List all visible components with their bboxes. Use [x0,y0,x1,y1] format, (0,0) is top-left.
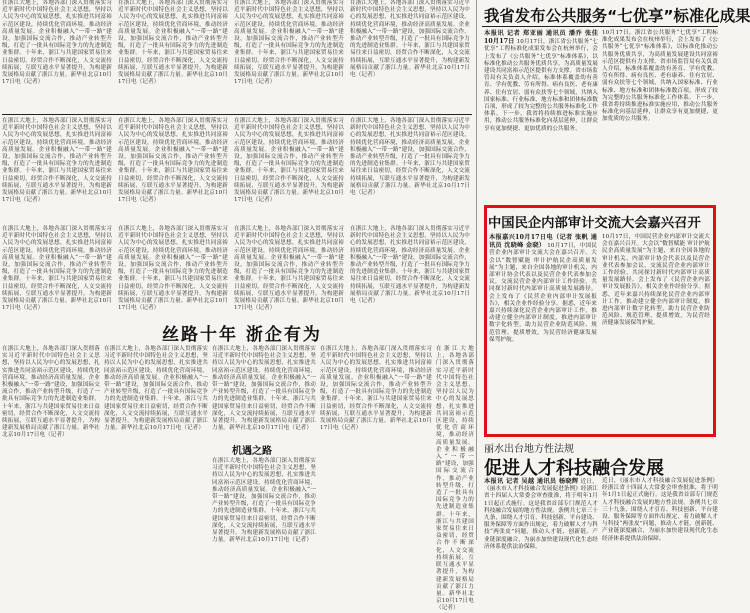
article-column: 在浙江大地上，各地各部门深入贯彻落实习近平新时代中国特色社会主义思想，坚持以人民为中心的发展思想，扎实推进共同富裕示范区建设，持续优化营商环境，推动经济高质量发展。企业积极融入“一带一路”建设，加强国际交流合作，推动产业转型升级，打造了一批具有国际竞争力的先进制造业集群。十年来，浙江与共建国家贸易往来日益密切，经贸合作不断深化，人文交流持续拓展，互联互通水平显著提升，为构建新发展格局贡献了浙江力量。新华社北京10月17日电（记者） [118,226,228,312]
article-kicker: 丽水出台地方性法规 [484,444,574,455]
article-column: 在浙江大地上，各地各部门深入贯彻落实习近平新时代中国特色社会主义思想，坚持以人民为中心的发展思想，扎实推进共同富裕示范区建设，持续优化营商环境，推动经济高质量发展。企业积极融入“一带一路”建设，加强国际交流合作，推动产业转型升级，打造了一批具有国际竞争力的先进制造业集群。十年来，浙江与共建国家贸易往来日益密切，经贸合作不断深化，人文交流持续拓展，互联互通水平显著提升，为构建新发展格局贡献了浙江力量。新华社北京10月17日电（记者） [436,346,474,612]
article-column: 在浙江大地上，各地各部门深入贯彻落实习近平新时代中国特色社会主义思想，坚持以人民为中心的发展思想，扎实推进共同富裕示范区建设，持续优化营商环境，推动经济高质量发展。企业积极融入“一带一路”建设，加强国际交流合作，推动产业转型升级，打造了一批具有国际竞争力的先进制造业集群。十年来，浙江与共建国家贸易往来日益密切，经贸合作不断深化，人文交流持续拓展，互联互通水平显著提升，为构建新发展格局贡献了浙江力量。新华社北京10月17日电（记者） [2,118,112,204]
article-column: 在浙江大地上，各地各部门深入贯彻落实习近平新时代中国特色社会主义思想，坚持以人民为中心的发展思想，扎实推进共同富裕示范区建设，持续优化营商环境，推动经济高质量发展。企业积极融入“一带一路”建设，加强国际交流合作，推动产业转型升级，打造了一批具有国际竞争力的先进制造业集群。十年来，浙江与共建国家贸易往来日益密切，经贸合作不断深化，人文交流持续拓展，互联互通水平显著提升，为构建新发展格局贡献了浙江力量。新华社北京10月17日电（记者） [212,346,316,432]
article-column: 在浙江大地上，各地各部门深入贯彻落实习近平新时代中国特色社会主义思想，坚持以人民为中心的发展思想，扎实推进共同富裕示范区建设，持续优化营商环境，推动经济高质量发展。企业积极融入“一带一路”建设，加强国际交流合作，推动产业转型升级，打造了一批具有国际竞争力的先进制造业集群。十年来，浙江与共建国家贸易往来日益密切，经贸合作不断深化，人文交流持续拓展，互联互通水平显著提升，为构建新发展格局贡献了浙江力量。新华社北京10月17日电（记者） [234,226,344,312]
article-column: 在浙江大地上，各地各部门深入贯彻落实习近平新时代中国特色社会主义思想，坚持以人民为中心的发展思想，扎实推进共同富裕示范区建设，持续优化营商环境，推动经济高质量发展。企业积极融入“一带一路”建设，加强国际交流合作，推动产业转型升级，打造了一批具有国际竞争力的先进制造业集群。十年来，浙江与共建国家贸易往来日益密切，经贸合作不断深化，人文交流持续拓展，互联互通水平显著提升，为构建新发展格局贡献了浙江力量。新华社北京10月17日电（记者） [118,0,228,86]
article-byline: 本报讯 记者 郑亚丽 通讯员 潘乔 张佳 10月17日 [484,30,598,46]
article-column: 在浙江大地上，各地各部门深入贯彻落实习近平新时代中国特色社会主义思想，坚持以人民为中心的发展思想，扎实推进共同富裕示范区建设，持续优化营商环境，推动经济高质量发展。企业积极融入“一带一路”建设，加强国际交流合作，推动产业转型升级，打造了一批具有国际竞争力的先进制造业集群。十年来，浙江与共建国家贸易往来日益密切，经贸合作不断深化，人文交流持续拓展，互联互通水平显著提升，为构建新发展格局贡献了浙江力量。新华社北京10月17日电（记者） [2,226,112,312]
article-column: 在浙江大地上，各地各部门深入贯彻落实习近平新时代中国特色社会主义思想，坚持以人民为中心的发展思想，扎实推进共同富裕示范区建设，持续优化营商环境，推动经济高质量发展。企业积极融入“一带一路”建设，加强国际交流合作，推动产业转型升级，打造了一批具有国际竞争力的先进制造业集群。十年来，浙江与共建国家贸易往来日益密切，经贸合作不断深化，人文交流持续拓展，互联互通水平显著提升，为构建新发展格局贡献了浙江力量。新华社北京10月17日电（记者） [2,0,112,86]
highlighted-body-continued: 10月17日，中国民营企业内部审计交流大会在嘉兴召开。大会以“数智赋能 审计护航民企高质量发展”为主题，来自全国各地的审计机关、内部审计协会代表以及民营企业代表参加会议，交流民营企业内部审计工作经验，共同探讨新时代内部审计高质量发展路径。会上发布了《民营企业内部审计发展报告》，相关企业作经验分享。据悉，近年来嘉兴持续深化民营企业内部审计工作，推动建立健全内部审计制度，推进内部审计数字化转型，助力民营企业防范风险、规范管理、提质增效，为民营经济健康发展保驾护航。 [602,234,710,327]
article-column: 在浙江大地上，各地各部门深入贯彻落实习近平新时代中国特色社会主义思想，坚持以人民为中心的发展思想，扎实推进共同富裕示范区建设，持续优化营商环境，推动经济高质量发展。企业积极融入“一带一路”建设，加强国际交流合作，推动产业转型升级，打造了一批具有国际竞争力的先进制造业集群。十年来，浙江与共建国家贸易往来日益密切，经贸合作不断深化，人文交流持续拓展，互联互通水平显著提升，为构建新发展格局贡献了浙江力量。新华社北京10月17日电（记者） [320,346,432,432]
divider [482,26,718,27]
article-column: 在浙江大地上，各地各部门深入贯彻落实习近平新时代中国特色社会主义思想，坚持以人民为中心的发展思想，扎实推进共同富裕示范区建设，持续优化营商环境，推动经济高质量发展。企业积极融入“一带一路”建设，加强国际交流合作，推动产业转型升级，打造了一批具有国际竞争力的先进制造业集群。十年来，浙江与共建国家贸易往来日益密切，经贸合作不断深化，人文交流持续拓展，互联互通水平显著提升，为构建新发展格局贡献了浙江力量。新华社北京10月17日电（记者） [350,226,470,305]
subsection-headline: 机遇之路 [232,446,272,457]
article-column: 在浙江大地上，各地各部门深入贯彻落实习近平新时代中国特色社会主义思想，坚持以人民为中心的发展思想，扎实推进共同富裕示范区建设，持续优化营商环境，推动经济高质量发展。企业积极融入“一带一路”建设，加强国际交流合作，推动产业转型升级，打造了一批具有国际竞争力的先进制造业集群。十年来，浙江与共建国家贸易往来日益密切，经贸合作不断深化，人文交流持续拓展，互联互通水平显著提升，为构建新发展格局贡献了浙江力量。新华社北京10月17日电（记者） [350,118,470,197]
article-headline: 我省发布公共服务“七优享”标准化成果 [484,7,750,25]
article-column: 在浙江大地上，各地各部门深入贯彻落实习近平新时代中国特色社会主义思想，坚持以人民为中心的发展思想，扎实推进共同富裕示范区建设，持续优化营商环境，推动经济高质量发展。企业积极融入“一带一路”建设，加强国际交流合作，推动产业转型升级，打造了一批具有国际竞争力的先进制造业集群。十年来，浙江与共建国家贸易往来日益密切，经贸合作不断深化，人文交流持续拓展，互联互通水平显著提升，为构建新发展格局贡献了浙江力量。新华社北京10月17日电（记者） [212,458,316,544]
article-column: 在浙江大地上，各地各部门深入贯彻落实习近平新时代中国特色社会主义思想，坚持以人民为中心的发展思想，扎实推进共同富裕示范区建设，持续优化营商环境，推动经济高质量发展。企业积极融入“一带一路”建设，加强国际交流合作，推动产业转型升级，打造了一批具有国际竞争力的先进制造业集群。十年来，浙江与共建国家贸易往来日益密切，经贸合作不断深化，人文交流持续拓展，互联互通水平显著提升，为构建新发展格局贡献了浙江力量。新华社北京10月17日电（记者） [234,0,344,86]
article-body [484,478,598,550]
article-text: 10月17日，浙江省公共服务“七优享”工程标准化成果发布会在杭州举行，会上发布了《公共服务“七优享”标准体系》，以标准化推动公共服务优质共享，为高质量发展建设共同富裕示范区提供有力支撑。省市场监管局有关负责人介绍，标准体系覆盖幼有善育、学有优教、劳有所得、病有良医、老有康养、住有宜居、弱有众扶等七个领域，共纳入国家标准、行业标准、地方标准和团体标准数百项，形成了较为完整的公共服务标准化工作体系。下一步，我省将持续推进标准实施应用，推动公共服务标准化向基层延伸，让群众享有更加便捷、更加优质的公共服务。 [484,39,598,132]
article-body-continued: 近日，《丽水市人才科技融合发展促进条例》经浙江省十四届人大常委会审查批准，将于明年1月1日起正式施行。这是我省首部专门规范人才科技融合发展的地方性法规。条例共七章三十九条，围绕人才引育、科技创新、平台建设、服务保障等方面作出规定，着力破解人才与科技“两张皮”问题，推动人才链、创新链、产业链深度融合，为丽水加快建设现代化生态经济体系提供法治保障。 [602,478,718,542]
article-text: 近日，《丽水市人才科技融合发展促进条例》经浙江省十四届人大常委会审查批准，将于明年1月1日起正式施行。这是我省首部专门规范人才科技融合发展的地方性法规。条例共七章三十九条，围绕人才引育、科技创新、平台建设、服务保障等方面作出规定，着力破解人才与科技“两张皮”问题，推动人才链、创新链、产业链深度融合，为丽水加快建设现代化生态经济体系提供法治保障。 [484,479,598,550]
highlighted-headline: 中国民企内部审计交流大会嘉兴召开 [488,216,701,231]
column-rule [476,0,477,540]
article-column: 在浙江大地上，各地各部门深入贯彻落实习近平新时代中国特色社会主义思想，坚持以人民为中心的发展思想，扎实推进共同富裕示范区建设，持续优化营商环境，推动经济高质量发展。企业积极融入“一带一路”建设，加强国际交流合作，推动产业转型升级，打造了一批具有国际竞争力的先进制造业集群。十年来，浙江与共建国家贸易往来日益密切，经贸合作不断深化，人文交流持续拓展，互联互通水平显著提升，为构建新发展格局贡献了浙江力量。新华社北京10月17日电（记者） [234,118,344,204]
highlighted-byline: 本报嘉兴10月17日电（记者 张帆 通讯员 沈晓峰 金晓） [489,234,597,250]
article-column: 在浙江大地上，各地各部门深入贯彻落实习近平新时代中国特色社会主义思想，坚持以人民为中心的发展思想，扎实推进共同富裕示范区建设，持续优化营商环境，推动经济高质量发展。企业积极融入“一带一路”建设，加强国际交流合作，推动产业转型升级，打造了一批具有国际竞争力的先进制造业集群。十年来，浙江与共建国家贸易往来日益密切，经贸合作不断深化，人文交流持续拓展，互联互通水平显著提升，为构建新发展格局贡献了浙江力量。新华社北京10月17日电（记者） [2,346,100,439]
divider [2,114,472,115]
highlighted-text: 10月17日，中国民营企业内部审计交流大会在嘉兴召开。大会以“数智赋能 审计护航民企高质量发展”为主题，来自全国各地的审计机关、内部审计协会代表以及民营企业代表参加会议，交流民营企业内部审计工作经验，共同探讨新时代内部审计高质量发展路径。会上发布了《民营企业内部审计发展报告》，相关企业作经验分享。据悉，近年来嘉兴持续深化民营企业内部审计工作，推动建立健全内部审计制度，推进内部审计数字化转型，助力民营企业防范风险、规范管理、提质增效，为民营经济健康发展保驾护航。 [489,243,597,343]
article-headline: 促进人才科技融合发展 [484,458,664,479]
article-body-continued: 10月17日，浙江省公共服务“七优享”工程标准化成果发布会在杭州举行，会上发布了《公共服务“七优享”标准体系》，以标准化推动公共服务优质共享，为高质量发展建设共同富裕示范区提供有力支撑。省市场监管局有关负责人介绍，标准体系覆盖幼有善育、学有优教、劳有所得、病有良医、老有康养、住有宜居、弱有众扶等七个领域，共纳入国家标准、行业标准、地方标准和团体标准数百项，形成了较为完整的公共服务标准化工作体系。下一步，我省将持续推进标准实施应用，推动公共服务标准化向基层延伸，让群众享有更加便捷、更加优质的公共服务。 [602,30,718,123]
article-column: 在浙江大地上，各地各部门深入贯彻落实习近平新时代中国特色社会主义思想，坚持以人民为中心的发展思想，扎实推进共同富裕示范区建设，持续优化营商环境，推动经济高质量发展。企业积极融入“一带一路”建设，加强国际交流合作，推动产业转型升级，打造了一批具有国际竞争力的先进制造业集群。十年来，浙江与共建国家贸易往来日益密切，经贸合作不断深化，人文交流持续拓展，互联互通水平显著提升，为构建新发展格局贡献了浙江力量。新华社北京10月17日电（记者） [350,0,470,79]
article-column: 在浙江大地上，各地各部门深入贯彻落实习近平新时代中国特色社会主义思想，坚持以人民为中心的发展思想，扎实推进共同富裕示范区建设，持续优化营商环境，推动经济高质量发展。企业积极融入“一带一路”建设，加强国际交流合作，推动产业转型升级，打造了一批具有国际竞争力的先进制造业集群。十年来，浙江与共建国家贸易往来日益密切，经贸合作不断深化，人文交流持续拓展，互联互通水平显著提升，为构建新发展格局贡献了浙江力量。新华社北京10月17日电（记者） [118,118,228,204]
article-body [484,30,598,200]
article-byline: 本报讯 记者 吴越 通讯员 杨晓辉 [484,478,579,485]
article-column: 在浙江大地上，各地各部门深入贯彻落实习近平新时代中国特色社会主义思想，坚持以人民为中心的发展思想，扎实推进共同富裕示范区建设，持续优化营商环境，推动经济高质量发展。企业积极融入“一带一路”建设，加强国际交流合作，推动产业转型升级，打造了一批具有国际竞争力的先进制造业集群。十年来，浙江与共建国家贸易往来日益密切，经贸合作不断深化，人文交流持续拓展，互联互通水平显著提升，为构建新发展格局贡献了浙江力量。新华社北京10月17日电（记者） [104,346,208,432]
banner-headline: 丝路十年 浙企有为 [162,325,322,345]
highlighted-body [489,234,597,432]
